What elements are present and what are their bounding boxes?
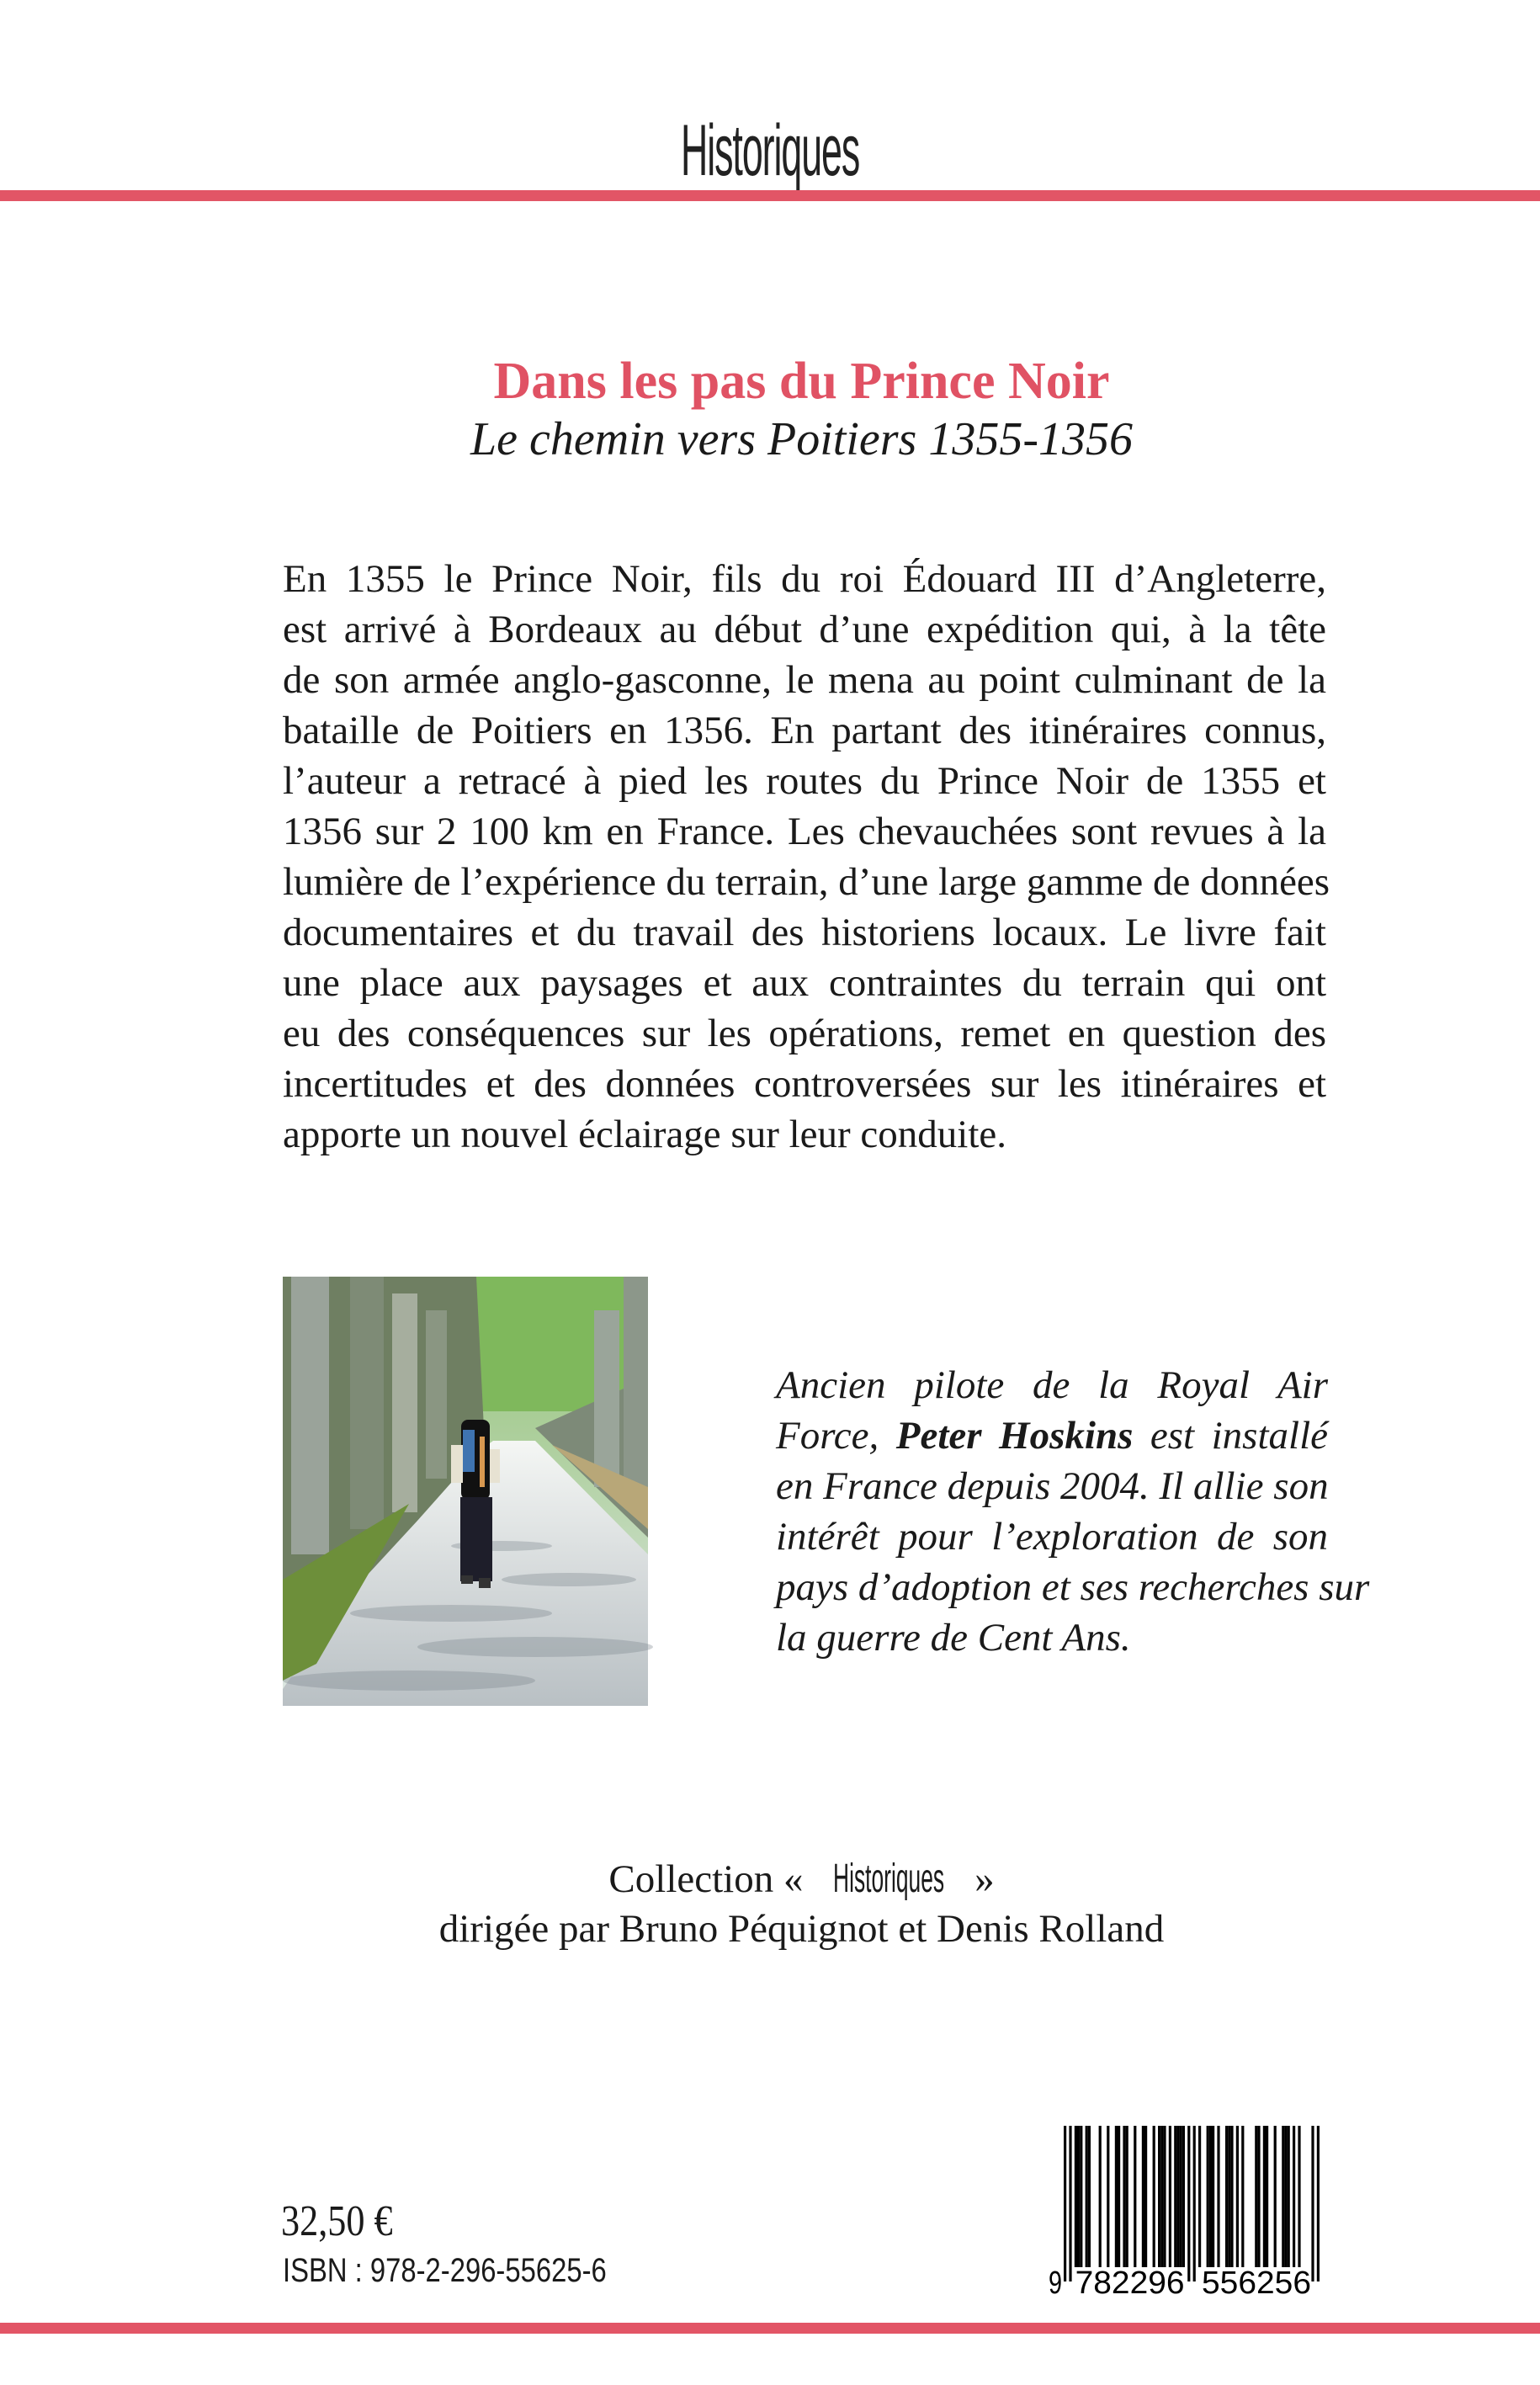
barcode-bar [1298,2126,1300,2267]
bio-line [776,1612,1328,1663]
barcode-bar [1198,2126,1201,2267]
bottom-accent-rule [0,2323,1540,2334]
barcode-bar [1263,2126,1266,2267]
barcode-bar [1187,2126,1190,2281]
barcode-bar [1212,2126,1214,2267]
barcode-bar [1311,2126,1314,2281]
barcode-bar [1207,2126,1209,2267]
summary-line: incertitudes et des données controversées sur les itinéraires et [283,1062,1326,1106]
barcode-digits-left: 782296 [1075,2265,1185,2301]
barcode-bar [1241,2126,1244,2267]
collection-directors: dirigée par Bruno Péquignot et Denis Rolland [438,1907,1165,1951]
barcode-bar [1284,2126,1287,2267]
price: 32,50 € [281,2197,393,2245]
barcode-bar [1236,2126,1239,2267]
barcode-bar [1317,2126,1320,2281]
barcode-bar [1225,2126,1228,2267]
summary-line: lumière de l’expérience du terrain, d’une large gamme de données [283,860,1330,904]
barcode-bar [1123,2126,1125,2267]
summary-line: apporte un nouvel éclairage sur leur conduite. [283,1113,1007,1156]
barcode-bar [1099,2126,1102,2267]
book-title: Dans les pas du Prince Noir [493,353,1110,410]
barcode-bar [1086,2126,1088,2267]
barcode-bar [1069,2126,1071,2281]
barcode-bar [1153,2126,1155,2267]
barcode-bar [1257,2126,1260,2267]
summary-line: l’auteur a retracé à pied les routes du Prince Noir de 1355 et [283,759,1326,803]
author-bio [776,1360,1370,1663]
book-subtitle: Le chemin vers Poitiers 1355-1356 [470,413,1133,465]
author-photo [283,1277,648,1706]
summary-line: bataille de Poitiers en 1356. En partant des itinéraires connus, [283,709,1326,752]
barcode-digits-right: 556256 [1202,2265,1311,2301]
bio-text: est installé [1133,1414,1329,1458]
barcode-bar [1169,2126,1171,2267]
barcode-bar [1174,2126,1176,2267]
summary-line: une place aux paysages et aux contraintes du terrain qui ont [283,961,1326,1005]
bio-text: intérêt pour l’exploration de son [776,1515,1328,1559]
bio-line [776,1410,1328,1461]
summary-line: documentaires et du travail des historiens locaux. Le livre fait [283,911,1326,954]
author-name: Peter Hoskins [895,1414,1134,1458]
summary-line: 1356 sur 2 100 km en France. Les chevauchées sont revues à la [283,810,1326,853]
barcode-bar [1282,2126,1284,2267]
isbn: ISBN : 978-2-296-55625-6 [283,2252,607,2289]
collection-logo-text: Historiques [680,110,860,191]
bio-text: pays d’adoption et ses recherches sur [776,1565,1370,1609]
bio-text: Ancien pilote de la Royal Air [776,1363,1328,1407]
summary-line: En 1355 le Prince Noir, fils du roi Édouard III d’Angleterre, [283,557,1326,601]
summary-line: est arrivé à Bordeaux au début d’une expédition qui, à la tête [283,608,1326,651]
barcode-bar [1080,2126,1082,2267]
barcode-bar [1180,2126,1182,2267]
summary-text [283,554,1330,1160]
bio-text: Force, [776,1414,896,1458]
barcode-bar [1107,2126,1109,2267]
collection-suffix: » [974,1857,995,1901]
barcode-bar [1077,2126,1080,2267]
summary-line: de son armée anglo-gasconne, le mena au point culminant de la [283,658,1326,702]
barcode-bar [1255,2126,1257,2267]
barcode-bar [1064,2126,1066,2281]
barcode-bar [1134,2126,1136,2267]
barcode-bar [1118,2126,1120,2267]
bio-text: la guerre de Cent Ans. [776,1616,1131,1660]
barcode-digits-first: 9 [1049,2265,1062,2301]
collection-logo [0,109,1540,193]
barcode-bar [1193,2126,1196,2281]
barcode-bar [1288,2126,1290,2267]
bio-line [776,1461,1328,1511]
summary-line: eu des conséquences sur les opérations, remet en question des [283,1012,1326,1055]
barcode-bar [1230,2126,1233,2267]
barcode-bar [1144,2126,1147,2267]
barcode-bar [1163,2126,1166,2267]
collection-name: Historiques [833,1856,945,1901]
barcode-bar [1115,2126,1118,2267]
barcode-bar [1228,2126,1230,2267]
barcode-bar [1293,2126,1295,2267]
collection-prefix: Collection « [608,1857,804,1901]
barcode-bar [1142,2126,1144,2267]
barcode-bar [1158,2126,1160,2267]
barcode-bar [1217,2126,1219,2267]
barcode-bar [1126,2126,1128,2267]
barcode-bar [1088,2126,1091,2267]
barcode-bar [1160,2126,1163,2267]
barcode-bar [1266,2126,1268,2267]
barcode-bar [1209,2126,1212,2267]
barcode-bar [1176,2126,1179,2267]
collection-line [0,1856,1540,1902]
barcode-bar [1274,2126,1277,2267]
bio-line [776,1511,1328,1562]
bio-line [776,1562,1370,1612]
bio-line [776,1360,1328,1410]
barcode-bar [1075,2126,1077,2267]
barcode [1049,2121,1330,2301]
bio-text: en France depuis 2004. Il allie son [776,1464,1329,1508]
barcode-bar [1182,2126,1185,2267]
